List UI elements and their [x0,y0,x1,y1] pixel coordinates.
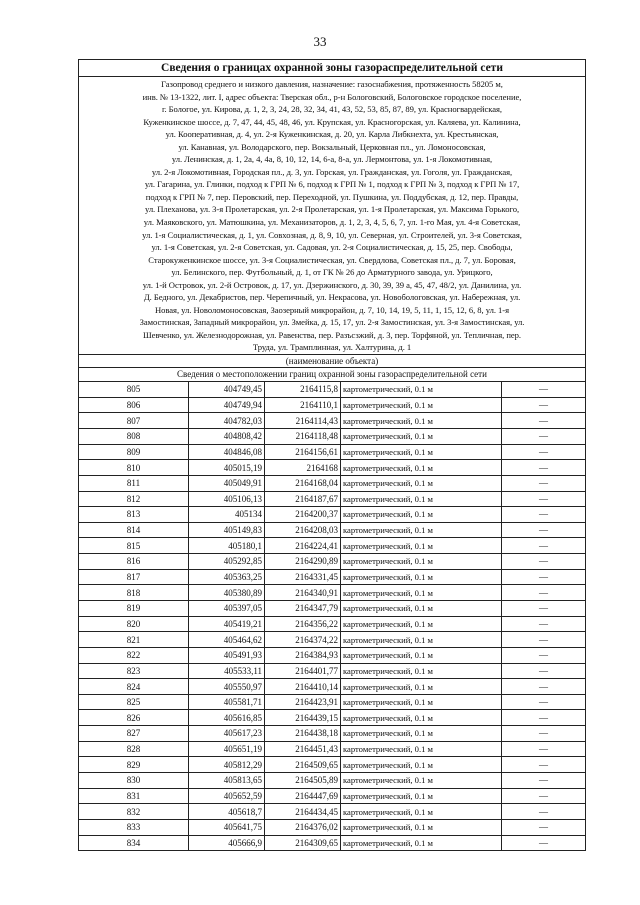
table-row [79,616,585,632]
y-coordinate-cell: 2164434,45 [265,804,341,820]
note-cell: — [502,773,586,789]
point-number-cell: 807 [79,413,189,429]
y-coordinate-cell: 2164118,48 [265,428,341,444]
point-number-cell: 830 [79,773,189,789]
method-cell: картометрический, 0.1 м [341,773,502,789]
description-line: подход к ГРП № 7, пер. Перовский, пер. Переходной, ул. Пушкина, ул. Поддубская, д. 12, пер. Правды, [145,191,519,202]
note-cell: — [502,726,586,742]
description-line: ул. 1-я Советская, ул. 2-я Советская, ул. Садовая, ул. 2-я Социалистическая, д. 15, 25, пер. Свободы, [151,242,513,253]
note-cell: — [502,460,586,476]
method-cell: картометрический, 0.1 м [341,475,502,491]
note-cell: — [502,554,586,570]
method-cell: картометрический, 0.1 м [341,569,502,585]
table-row [79,491,585,507]
y-coordinate-cell: 2164110,1 [265,397,341,413]
point-number-cell: 820 [79,616,189,632]
description-line: ул. Маяковского, ул. Матюшкина, ул. Механизаторов, д. 1, 2, 3, 4, 5, 6, 7, ул. 1-го Мая, ул. 4-я Советская, [143,217,521,228]
table-row [79,741,585,757]
method-cell: картометрический, 0.1 м [341,632,502,648]
table-row [79,804,585,820]
point-number-cell: 823 [79,663,189,679]
point-number-cell: 826 [79,710,189,726]
y-coordinate-cell: 2164410,14 [265,679,341,695]
point-number-cell: 818 [79,585,189,601]
y-coordinate-cell: 2164168 [265,460,341,476]
table-row [79,522,585,538]
x-coordinate-cell: 405491,93 [189,647,265,663]
x-coordinate-cell: 405292,85 [189,554,265,570]
point-number-cell: 808 [79,428,189,444]
y-coordinate-cell: 2164347,79 [265,601,341,617]
method-cell: картометрический, 0.1 м [341,460,502,476]
method-cell: картометрический, 0.1 м [341,804,502,820]
note-cell: — [502,507,586,523]
x-coordinate-cell: 405581,71 [189,694,265,710]
point-number-cell: 821 [79,632,189,648]
note-cell: — [502,382,586,398]
method-cell: картометрический, 0.1 м [341,554,502,570]
table-row [79,835,585,850]
y-coordinate-cell: 2164438,18 [265,726,341,742]
description-line: Д. Бедного, ул. Декабристов, пер. Черепичный, ул. Некрасова, ул. Новобологовская, ул. Набережная, ул. [143,292,521,303]
y-coordinate-cell: 2164200,37 [265,507,341,523]
description-line: Замостинская, Западный микрорайон, ул. Змейка, д. 15, 17, ул. 2-я Замостинская, ул. 3-я Замостинская, ул. [139,317,525,328]
y-coordinate-cell: 2164309,65 [265,835,341,850]
note-cell: — [502,475,586,491]
method-cell: картометрический, 0.1 м [341,663,502,679]
point-number-cell: 822 [79,647,189,663]
table-row [79,819,585,835]
note-cell: — [502,835,586,850]
method-cell: картометрический, 0.1 м [341,726,502,742]
point-number-cell: 814 [79,522,189,538]
x-coordinate-cell: 405419,21 [189,616,265,632]
table-row [79,694,585,710]
description-line: ул. 2-я Локомотивная, Городская пл., д. 3, ул. Горская, ул. Гражданская, ул. Гоголя, ул. Гражданская, [151,166,513,177]
x-coordinate-cell: 405134 [189,507,265,523]
y-coordinate-cell: 2164439,15 [265,710,341,726]
y-coordinate-cell: 2164505,89 [265,773,341,789]
table-row [79,538,585,554]
x-coordinate-cell: 404846,08 [189,444,265,460]
description-line: инв. № 13-1322, лит. I, адрес объекта: Тверская обл., р-н Бологовский, Бологовское городское поселение, [142,91,522,102]
y-coordinate-cell: 2164331,45 [265,569,341,585]
point-number-cell: 829 [79,757,189,773]
method-cell: картометрический, 0.1 м [341,647,502,663]
table-row [79,507,585,523]
note-cell: — [502,694,586,710]
y-coordinate-cell: 2164208,03 [265,522,341,538]
note-cell: — [502,741,586,757]
note-cell: — [502,647,586,663]
table-row [79,710,585,726]
point-number-cell: 810 [79,460,189,476]
x-coordinate-cell: 405106,13 [189,491,265,507]
point-number-cell: 832 [79,804,189,820]
y-coordinate-cell: 2164340,91 [265,585,341,601]
y-coordinate-cell: 2164356,22 [265,616,341,632]
y-coordinate-cell: 2164114,43 [265,413,341,429]
method-cell: картометрический, 0.1 м [341,397,502,413]
point-number-cell: 815 [79,538,189,554]
note-cell: — [502,632,586,648]
x-coordinate-cell: 405812,29 [189,757,265,773]
description-line: Труда, ул. Трамплинная, ул. Халтурина, д. 1 [252,342,412,353]
x-coordinate-cell: 405652,59 [189,788,265,804]
y-coordinate-cell: 2164451,43 [265,741,341,757]
table-row [79,663,585,679]
point-number-cell: 833 [79,819,189,835]
y-coordinate-cell: 2164384,93 [265,647,341,663]
table-row [79,554,585,570]
point-number-cell: 827 [79,726,189,742]
y-coordinate-cell: 2164187,67 [265,491,341,507]
method-cell: картометрический, 0.1 м [341,741,502,757]
x-coordinate-cell: 405380,89 [189,585,265,601]
x-coordinate-cell: 404749,94 [189,397,265,413]
y-coordinate-cell: 2164224,41 [265,538,341,554]
table-row [79,444,585,460]
table-row [79,413,585,429]
object-description [79,77,585,354]
method-cell: картометрический, 0.1 м [341,694,502,710]
y-coordinate-cell: 2164290,89 [265,554,341,570]
x-coordinate-cell: 404749,45 [189,382,265,398]
point-number-cell: 806 [79,397,189,413]
note-cell: — [502,397,586,413]
table-row [79,632,585,648]
x-coordinate-cell: 404808,42 [189,428,265,444]
point-number-cell: 824 [79,679,189,695]
method-cell: картометрический, 0.1 м [341,788,502,804]
y-coordinate-cell: 2164509,65 [265,757,341,773]
description-line: Старокуженкинское шоссе, ул. 3-я Социалистическая, ул. Свердлова, Советская пл., д. 7, ул. Боровая, [148,254,516,265]
description-line: г. Бологое, ул. Кирова, д. 1, 2, 3, 24, 28, 32, 34, 41, 43, 52, 53, 85, 87, 89, ул. Красногвардейская, [161,104,503,115]
note-cell: — [502,538,586,554]
table-row [79,428,585,444]
note-cell: — [502,585,586,601]
x-coordinate-cell: 405550,97 [189,679,265,695]
table-row [79,773,585,789]
table-row [79,726,585,742]
note-cell: — [502,601,586,617]
method-cell: картометрический, 0.1 м [341,507,502,523]
method-cell: картометрический, 0.1 м [341,491,502,507]
description-line: Газопровод среднего и низкого давления, назначение: газоснабжения, протяженность 58205 м, [161,79,503,89]
x-coordinate-cell: 405641,75 [189,819,265,835]
x-coordinate-cell: 405617,23 [189,726,265,742]
note-cell: — [502,663,586,679]
method-cell: картометрический, 0.1 м [341,428,502,444]
point-number-cell: 828 [79,741,189,757]
description-line: ул. Ленинская, д. 1, 2а, 4, 4а, 8, 10, 12, 14, 6-а, 8-а, ул. Лермонтова, ул. 1-я Локомотивная, [171,154,493,165]
table-row [79,601,585,617]
note-cell: — [502,491,586,507]
x-coordinate-cell: 405651,19 [189,741,265,757]
note-cell: — [502,804,586,820]
point-number-cell: 817 [79,569,189,585]
description-line: Новая, ул. Новоломоносовская, Заозерный микрорайон, д. 7, 10, 14, 19, 5, 11, 1, 15, 12, 6, 8, ул. 1-я [155,304,509,315]
method-cell: картометрический, 0.1 м [341,679,502,695]
method-cell: картометрический, 0.1 м [341,382,502,398]
table-row [79,397,585,413]
method-cell: картометрический, 0.1 м [341,522,502,538]
point-number-cell: 811 [79,475,189,491]
location-caption: Сведения о местоположении границ охранной зоны газораспределительной сети [79,367,585,381]
method-cell: картометрический, 0.1 м [341,835,502,850]
x-coordinate-cell: 405015,19 [189,460,265,476]
boundary-document-table [78,59,586,851]
x-coordinate-cell: 404782,03 [189,413,265,429]
note-cell: — [502,616,586,632]
note-cell: — [502,819,586,835]
x-coordinate-cell: 405464,62 [189,632,265,648]
x-coordinate-cell: 405180,1 [189,538,265,554]
point-number-cell: 825 [79,694,189,710]
x-coordinate-cell: 405618,7 [189,804,265,820]
x-coordinate-cell: 405616,85 [189,710,265,726]
table-row [79,679,585,695]
note-cell: — [502,444,586,460]
method-cell: картометрический, 0.1 м [341,444,502,460]
point-number-cell: 816 [79,554,189,570]
method-cell: картометрический, 0.1 м [341,616,502,632]
description-line: Куженкинское шоссе, д. 7, 47, 44, 45, 48, 46, ул. Крупская, ул. Красногорская, ул. Каляева, ул. Калинина, [143,116,521,127]
table-row [79,569,585,585]
point-number-cell: 834 [79,835,189,850]
method-cell: картометрический, 0.1 м [341,585,502,601]
object-name-caption: (наименование объекта) [79,354,585,367]
table-row [79,585,585,601]
y-coordinate-cell: 2164401,77 [265,663,341,679]
x-coordinate-cell: 405813,65 [189,773,265,789]
coordinates-table-body [79,382,585,851]
description-line: ул. Канавная, ул. Володарского, пер. Вокзальный, Церковная пл., ул. Ломоносовская, [178,141,486,152]
description-line: ул. Гагарина, ул. Глинки, подход к ГРП № 6, подход к ГРП № 1, подход к ГРП № 3, подход к ГРП № 17, [144,179,520,190]
y-coordinate-cell: 2164447,69 [265,788,341,804]
y-coordinate-cell: 2164168,04 [265,475,341,491]
description-line: Шевченко, ул. Железнодорожная, ул. Равенства, пер. Разъсзжий, д. 3, пер. Торфяной, ул. Тепличная, пер. [142,329,522,340]
x-coordinate-cell: 405049,91 [189,475,265,491]
method-cell: картометрический, 0.1 м [341,757,502,773]
description-line: ул. 1-й Островок, ул. 2-й Островок, д. 17, ул. Дзержинского, д. 30, 39, 39 а, 45, 47, 48/2, ул. Данилина, ул. [142,279,522,290]
table-row [79,757,585,773]
method-cell: картометрический, 0.1 м [341,601,502,617]
note-cell: — [502,679,586,695]
y-coordinate-cell: 2164115,8 [265,382,341,398]
point-number-cell: 805 [79,382,189,398]
x-coordinate-cell: 405363,25 [189,569,265,585]
point-number-cell: 812 [79,491,189,507]
y-coordinate-cell: 2164376,02 [265,819,341,835]
note-cell: — [502,428,586,444]
description-line: ул. Белинского, пер. Футбольный, д. 1, от ГК № 26 до Арматурного завода, ул. Урицкого, [171,267,493,278]
description-line: ул. Плеханова, ул. 3-я Пролетарская, ул. 2-я Пролетарская, ул. 1-я Пролетарская, ул. Максима Горького, [144,204,520,215]
page-number: 33 [313,34,327,49]
method-cell: картометрический, 0.1 м [341,538,502,554]
note-cell: — [502,413,586,429]
method-cell: картометрический, 0.1 м [341,819,502,835]
note-cell: — [502,788,586,804]
point-number-cell: 809 [79,444,189,460]
y-coordinate-cell: 2164374,22 [265,632,341,648]
table-row [79,647,585,663]
method-cell: картометрический, 0.1 м [341,710,502,726]
point-number-cell: 819 [79,601,189,617]
point-number-cell: 831 [79,788,189,804]
document-title: Сведения о границах охранной зоны газораспределительной сети [79,60,585,77]
coordinates-table [79,381,585,850]
table-row [79,788,585,804]
method-cell: картометрический, 0.1 м [341,413,502,429]
x-coordinate-cell: 405149,83 [189,522,265,538]
description-line: ул. Кооперативная, д. 4, ул. 2-я Куженкинская, д. 20, ул. Карла Либкнехта, ул. Крестьянская, [165,129,499,140]
x-coordinate-cell: 405533,11 [189,663,265,679]
y-coordinate-cell: 2164156,61 [265,444,341,460]
table-row [79,382,585,398]
note-cell: — [502,522,586,538]
note-cell: — [502,710,586,726]
x-coordinate-cell: 405666,9 [189,835,265,850]
table-row [79,475,585,491]
note-cell: — [502,757,586,773]
point-number-cell: 813 [79,507,189,523]
note-cell: — [502,569,586,585]
table-row [79,460,585,476]
x-coordinate-cell: 405397,05 [189,601,265,617]
description-line: ул. 1-я Социалистическая, д. 1, ул. Совхозная, д. 8, 9, 10, ул. Северная, ул. Строителей, ул. 3-я Советская, [142,229,522,240]
y-coordinate-cell: 2164423,91 [265,694,341,710]
